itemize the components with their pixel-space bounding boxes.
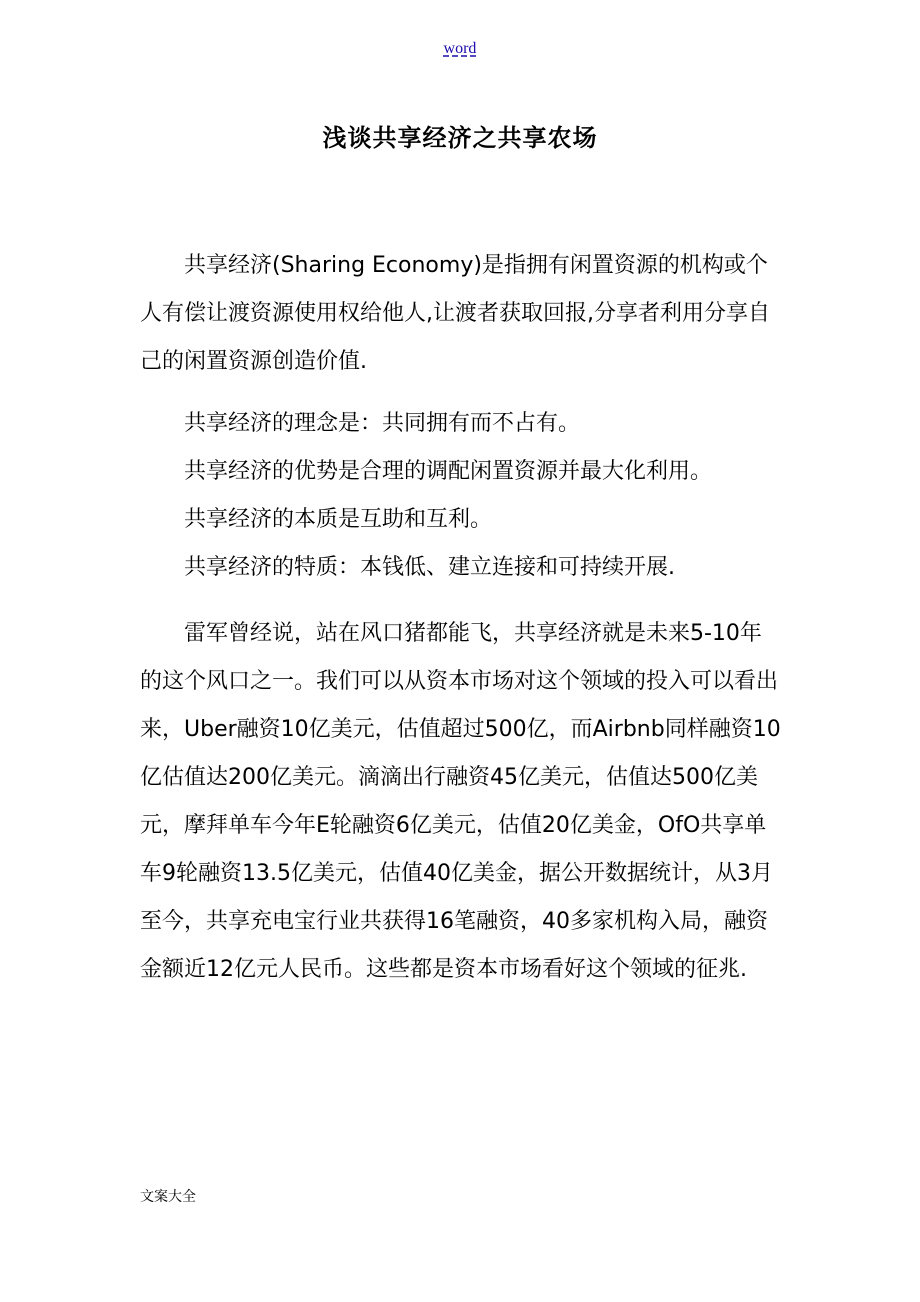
document-paragraph-3 xyxy=(140,448,782,496)
paragraph-text: 共享经济的特质：本钱低、建立连接和可持续开展. xyxy=(184,555,675,580)
paragraph-text: 共享经济的优势是合理的调配闲置资源并最大化利用。 xyxy=(184,459,713,484)
paragraph-text: 共享经济的本质是互助和互利。 xyxy=(184,507,493,532)
paragraph-text: 雷军曾经说，站在风口猪都能飞，共享经济就是未来5-10年的这个风口之一。我们可以从资本市场对这个领域的投入可以看出来，Uber融资10亿美元，估值超过500亿，而Airbnb同样融资10亿估值达200亿美元。滴滴出行融资45亿美元，估值达500亿美元，摩拜单车今年E轮融资6亿美元，估值20亿美金，OfO共享单车9轮融资13.5亿美元，估值40亿美金，据公开数据统计，从3月至今，共享充电宝行业共获得16笔融资，40多家机构入局，融资金额近12亿元人民币。这些都是资本市场看好这个领域的征兆. xyxy=(140,621,781,982)
document-paragraph-4 xyxy=(140,496,782,544)
document-paragraph-1 xyxy=(140,242,782,386)
document-paragraph-5 xyxy=(140,544,782,592)
page-footer: 文案大全 xyxy=(140,1189,196,1205)
document-title: 浅谈共享经济之共享农场 xyxy=(322,124,598,152)
header-word-link[interactable]: word xyxy=(443,40,477,57)
document-paragraph-6 xyxy=(140,610,782,994)
document-paragraph-2 xyxy=(140,400,782,448)
paragraph-text: 共享经济(Sharing Economy)是指拥有闲置资源的机构或个人有偿让渡资源使用权给他人,让渡者获取回报,分享者利用分享自己的闲置资源创造价值. xyxy=(140,253,770,374)
paragraph-text: 共享经济的理念是：共同拥有而不占有。 xyxy=(184,411,581,436)
